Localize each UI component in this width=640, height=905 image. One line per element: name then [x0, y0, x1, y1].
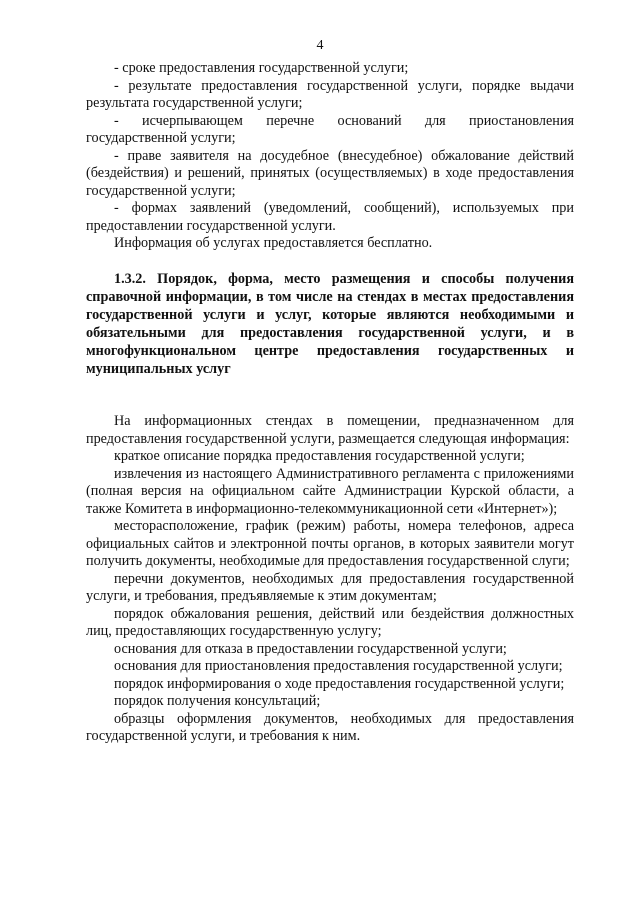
info-list-top [86, 60, 574, 253]
list-item: - результате предоставления государственной услуги, порядке выдачи результата государственной услуги; [86, 77, 574, 111]
list-item: - сроке предоставления государственной услуги; [114, 60, 409, 76]
list-item: основания для отказа в предоставлении государственной услуги; [114, 640, 507, 657]
stands-info-block [86, 413, 574, 746]
list-item: образцы оформления документов, необходимых для предоставления государственной услуги, и требования к ним. [86, 710, 574, 744]
list-item: порядок обжалования решения, действий или бездействия должностных лиц, предоставляющих государственную услугу; [86, 605, 574, 639]
section-heading: 1.3.2. Порядок, форма, место размещения и способы получения справочной информации, в том числе на стендах в местах предоставления государственной услуги и услуг, которые являются необходимыми и обязательными для предоставления государственной услуги, и в многофункциональном центре предоставления государственных и муниципальных услуг [86, 271, 574, 377]
stands-intro-paragraph: На информационных стендах в помещении, предназначенном для предоставления государственной услуги, размещается следующая информация: [86, 413, 574, 447]
list-item: порядок информирования о ходе предоставления государственной услуги; [114, 675, 565, 692]
list-item: краткое описание порядка предоставления государственной услуги; [114, 448, 525, 464]
list-item: порядок получения консультаций; [114, 693, 321, 709]
free-info-paragraph: Информация об услугах предоставляется бесплатно. [114, 235, 433, 251]
list-item: месторасположение, график (режим) работы, номера телефонов, адреса официальных сайтов и электронной почты органов, в которых заявители могут получить документы, необходимые для предоставления государственной слуги; [86, 518, 574, 569]
list-item: - формах заявлений (уведомлений, сообщений), используемых при предоставлении государственной услуги. [86, 200, 574, 234]
list-item: - праве заявителя на досудебное (внесудебное) обжалование действий (бездействия) и решений, принятых (осуществляемых) в ходе предоставления государственной услуги; [86, 147, 574, 199]
list-item: перечни документов, необходимых для предоставления государственной услуги, и требования, предъявляемые к этим документам; [86, 570, 574, 604]
list-item: извлечения из настоящего Административного регламента с приложениями (полная версия на официальном сайте Администрации Курской области, а также Комитета в информационно-телекоммуникационной сети «Интернет»); [86, 465, 574, 517]
list-item: - исчерпывающем перечне оснований для приостановления государственной услуги; [86, 112, 574, 146]
list-item: основания для приостановления предоставления государственной услуги; [114, 658, 563, 674]
page-number: 4 [316, 38, 324, 53]
